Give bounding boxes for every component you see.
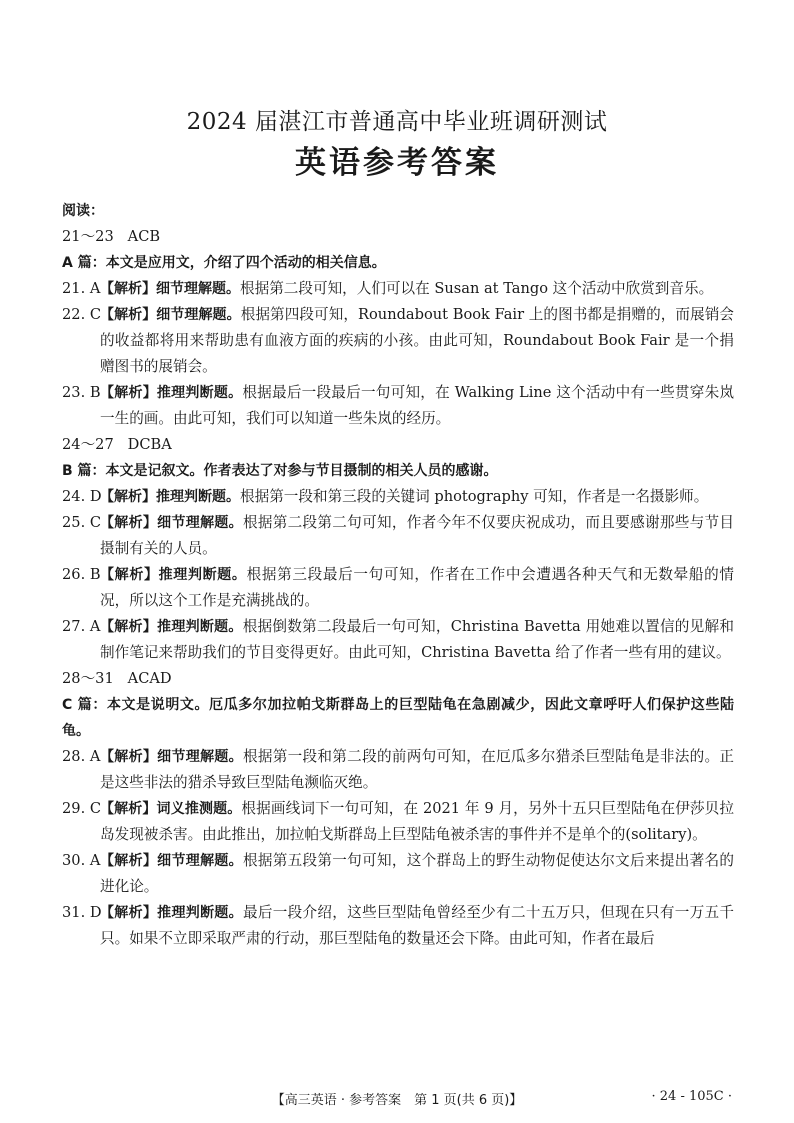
answer-key: ACAD — [127, 670, 172, 687]
explanation-text: 根据第一段和第三段的关键词 photography 可知，作者是一名摄影师。 — [240, 488, 709, 505]
answer-number: 27. A — [62, 618, 101, 635]
answer-number: 31. D — [62, 904, 102, 921]
answer-item — [62, 614, 734, 666]
answer-key: ACB — [127, 228, 161, 245]
answer-number: 24. D — [62, 488, 102, 505]
answer-range-row — [62, 666, 734, 692]
passage-summary: B 篇：本文是记叙文。作者表达了对参与节目摄制的相关人员的感谢。 — [62, 463, 498, 479]
explanation-tag: 【解析】细节理解题。 — [100, 307, 241, 323]
answer-item — [62, 744, 734, 796]
passage-summary: C 篇：本文是说明文。厄瓜多尔加拉帕戈斯群岛上的巨型陆龟在急剧减少，因此文章呼吁人们保护这些陆龟。 — [62, 697, 734, 739]
answer-item — [62, 848, 734, 900]
answer-range-row — [62, 224, 734, 250]
answer-range-row — [62, 432, 734, 458]
explanation-tag: 【解析】推理判断题。 — [100, 567, 247, 583]
explanation-text: 根据画线词下一句可知，在 2021 年 9 月，另外十五只巨型陆龟在伊莎贝拉岛发现被杀害。由此推出，加拉帕戈斯群岛上巨型陆龟被杀害的事件并不是单个的(solitary)。 — [100, 800, 735, 843]
explanation-text: 根据第一段和第二段的前两句可知，在厄瓜多尔猎杀巨型陆龟是非法的。正是这些非法的猎杀导致巨型陆龟濒临灭绝。 — [100, 748, 734, 791]
page-subtitle: 英语参考答案 — [295, 145, 499, 181]
answer-item — [62, 510, 734, 562]
question-range: 24～27 — [62, 436, 114, 453]
answer-item — [62, 484, 734, 510]
answer-key: DCBA — [127, 436, 172, 453]
explanation-text: 根据最后一段最后一句可知，在 Walking Line 这个活动中有一些贯穿朱岚一生的画。由此可知，我们可以知道一些朱岚的经历。 — [100, 384, 734, 427]
page-title: 2024 届湛江市普通高中毕业班调研测试 — [186, 109, 608, 135]
footer-page-info: 【高三英语 · 参考答案 第 1 页(共 6 页)】 — [271, 1093, 523, 1108]
explanation-text: 根据倒数第二段最后一句可知，Christina Bavetta 用她难以置信的见解和制作笔记来帮助我们的节目变得更好。由此可知，Christina Bavetta 给了作者一些有用的建议。 — [100, 618, 734, 661]
answer-item — [62, 796, 734, 848]
answer-item — [62, 276, 734, 302]
answer-body — [62, 198, 734, 952]
explanation-text: 根据第二段第二句可知，作者今年不仅要庆祝成功，而且要感谢那些与节目摄制有关的人员。 — [100, 514, 734, 557]
answer-number: 22. C — [62, 306, 102, 323]
footer-code: · 24 - 105C · — [651, 1089, 732, 1104]
answer-item — [62, 900, 734, 952]
answer-item — [62, 302, 734, 380]
answer-item — [62, 380, 734, 432]
explanation-tag: 【解析】推理判断题。 — [100, 489, 240, 505]
explanation-tag: 【解析】推理判断题。 — [100, 385, 243, 401]
passage-summary: A 篇：本文是应用文，介绍了四个活动的相关信息。 — [62, 255, 386, 271]
answer-number: 28. A — [62, 748, 101, 765]
explanation-tag: 【解析】推理判断题。 — [100, 619, 243, 635]
answer-item — [62, 562, 734, 614]
answer-number: 21. A — [62, 280, 101, 297]
answer-number: 26. B — [62, 566, 101, 583]
explanation-tag: 【解析】词义推测题。 — [100, 801, 242, 817]
explanation-tag: 【解析】细节理解题。 — [100, 749, 243, 765]
explanation-tag: 【解析】推理判断题。 — [100, 905, 243, 921]
answer-number: 23. B — [62, 384, 101, 401]
section-label: 阅读： — [62, 203, 104, 219]
question-range: 21～23 — [62, 228, 114, 245]
explanation-text: 根据第四段可知，Roundabout Book Fair 上的图书都是捐赠的，而展销会的收益都将用来帮助患有血液方面的疾病的小孩。由此可知，Roundabout Book Fair 是一个捐赠图书的展销会。 — [100, 306, 734, 375]
page-footer — [0, 1089, 794, 1109]
explanation-text: 根据第三段最后一句可知，作者在工作中会遭遇各种天气和无数晕船的情况，所以这个工作是充满挑战的。 — [100, 566, 734, 609]
answer-number: 29. C — [62, 800, 102, 817]
answer-number: 25. C — [62, 514, 102, 531]
explanation-tag: 【解析】细节理解题。 — [100, 515, 243, 531]
explanation-tag: 【解析】细节理解题。 — [100, 281, 240, 297]
explanation-tag: 【解析】细节理解题。 — [100, 853, 243, 869]
answer-number: 30. A — [62, 852, 101, 869]
explanation-text: 最后一段介绍，这些巨型陆龟曾经至少有二十五万只，但现在只有一万五千只。如果不立即采取严肃的行动，那巨型陆龟的数量还会下降。由此可知，作者在最后 — [100, 904, 734, 947]
explanation-text: 根据第二段可知，人们可以在 Susan at Tango 这个活动中欣赏到音乐。 — [240, 280, 714, 297]
question-range: 28～31 — [62, 670, 114, 687]
explanation-text: 根据第五段第一句可知，这个群岛上的野生动物促使达尔文后来提出著名的进化论。 — [100, 852, 734, 895]
